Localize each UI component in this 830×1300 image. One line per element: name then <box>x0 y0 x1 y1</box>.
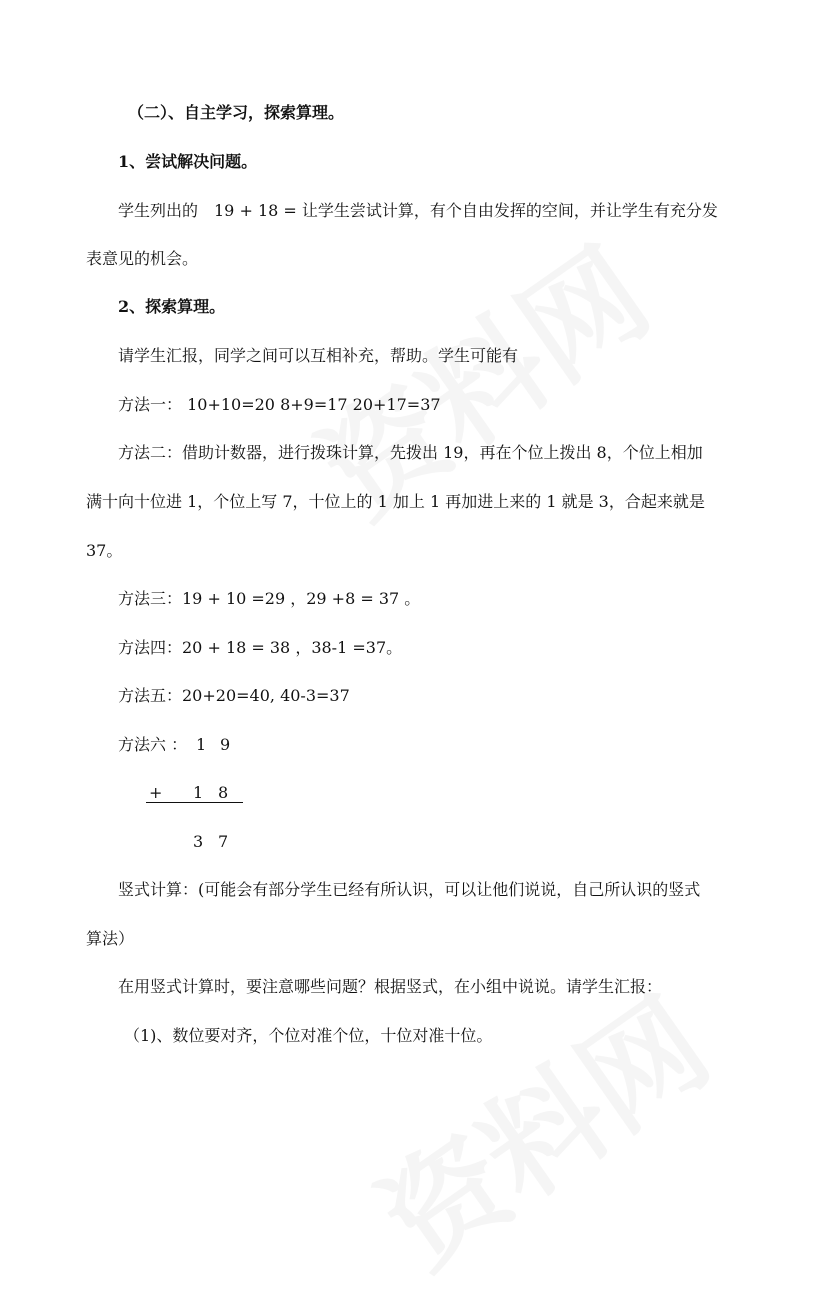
step2-heading: 2、探索算理。 <box>118 297 226 316</box>
method-5: 方法五：20+20=40, 40-3=37 <box>118 686 350 705</box>
vertical-result-ones: 7 <box>218 832 229 851</box>
method-2-line1: 方法二：借助计数器，进行拨珠计算，先拨出 19，再在个位上拨出 8，个位上相加 <box>118 443 703 462</box>
method-6-label: 方法六 ： <box>118 735 188 754</box>
section-heading: （二）、自主学习，探索算理。 <box>128 103 345 122</box>
point-1: （1)、数位要对齐，个位对准个位，十位对准十位。 <box>124 1026 493 1045</box>
vertical-result-tens: 3 <box>193 832 204 851</box>
vertical-top-ones: 9 <box>220 735 231 754</box>
vertical-sum-rule <box>146 802 243 803</box>
method-2-line2: 满十向十位进 1，个位上写 7，十位上的 1 加上 1 再加进上来的 1 就是 3，合起来就是 <box>86 492 705 511</box>
vertical-top-tens: 1 <box>196 735 207 754</box>
vertical-note-line2: 算法） <box>86 929 135 948</box>
step1-paragraph-line1: 学生列出的 19 + 18 = 让学生尝试计算，有个自由发挥的空间，并让学生有充分发 <box>118 201 718 220</box>
vertical-mid-tens: 1 <box>193 783 204 802</box>
vertical-plus-sign: + <box>149 783 163 802</box>
watermark-bottom <box>343 952 737 1299</box>
step1-paragraph-line2: 表意见的机会。 <box>86 249 199 268</box>
question: 在用竖式计算时，要注意哪些问题？根据竖式，在小组中说说。请学生汇报： <box>118 977 663 996</box>
method-2-line3: 37。 <box>86 541 123 560</box>
method-3: 方法三：19 + 10 =29 ，29 +8 = 37 。 <box>118 589 421 608</box>
step2-intro: 请学生汇报，同学之间可以互相补充，帮助。学生可能有 <box>118 346 519 365</box>
method-1: 方法一： 10+10=20 8+9=17 20+17=37 <box>118 395 441 414</box>
vertical-note-line1: 竖式计算：(可能会有部分学生已经有所认识，可以让他们说说，自己所认识的竖式 <box>118 880 701 899</box>
vertical-mid-ones: 8 <box>218 783 229 802</box>
method-4: 方法四：20 + 18 = 38 ，38-1 =37。 <box>118 638 403 657</box>
step1-heading: 1、尝试解决问题。 <box>118 152 258 171</box>
